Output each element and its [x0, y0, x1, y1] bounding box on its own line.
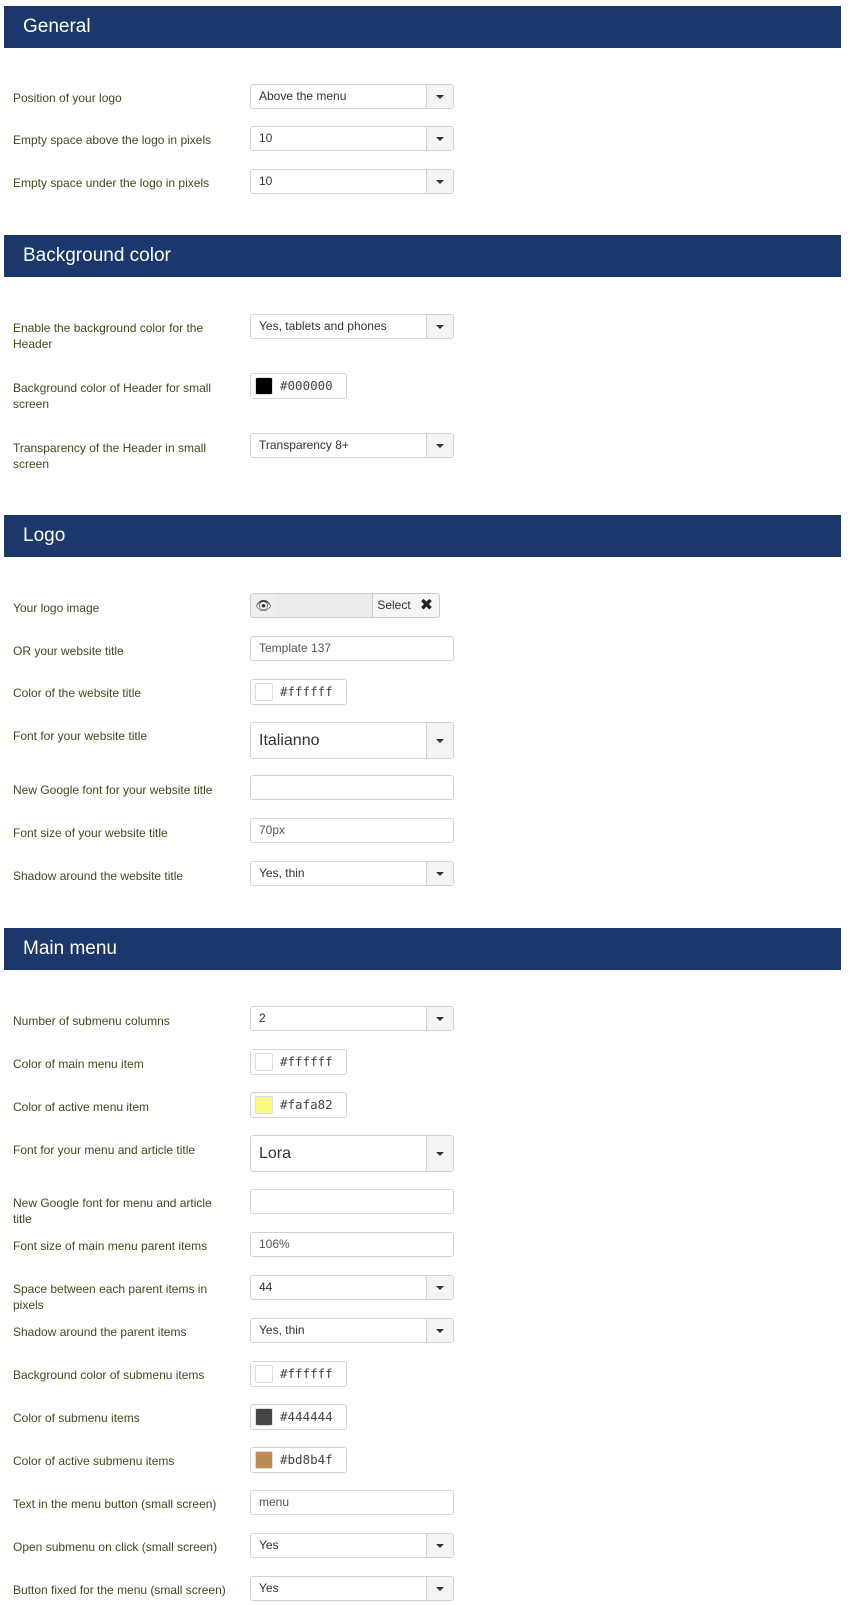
space-above-label: Empty space above the logo in pixels [13, 133, 212, 147]
enable-bg-label-line2: Header [13, 337, 53, 351]
chevron-down-icon[interactable] [426, 1276, 453, 1299]
chevron-down-icon[interactable] [426, 434, 453, 457]
open-on-click-value: Yes [259, 1538, 279, 1552]
menu-google-font-input[interactable] [250, 1189, 454, 1214]
transparency-label [13, 440, 228, 472]
parent-size-label: Font size of main menu parent items [13, 1239, 208, 1253]
submenu-color-hex: #444444 [280, 1409, 333, 1424]
chevron-down-icon[interactable] [426, 315, 453, 338]
website-title-input[interactable]: Template 137 [250, 636, 454, 661]
color-swatch[interactable] [255, 1408, 273, 1426]
logo-image-media-field [250, 593, 440, 618]
space-under-label: Empty space under the logo in pixels [13, 176, 210, 190]
enable-bg-select[interactable] [250, 314, 454, 339]
chevron-down-icon[interactable] [426, 723, 453, 758]
button-fixed-value: Yes [259, 1581, 279, 1595]
transparency-select[interactable] [250, 433, 454, 458]
enable-bg-label [13, 320, 228, 352]
button-text-label: Text in the menu button (small screen) [13, 1497, 217, 1511]
button-fixed-label: Button fixed for the menu (small screen) [13, 1583, 226, 1597]
title-size-label: Font size of your website title [13, 826, 168, 840]
title-color-label: Color of the website title [13, 686, 142, 700]
section-header-logo: Logo [4, 515, 841, 557]
menu-google-font-label: New Google font for menu and article title [13, 1196, 212, 1226]
select-button[interactable]: Select [372, 594, 416, 617]
title-font-value: Italianno [259, 732, 320, 749]
parent-shadow-label: Shadow around the parent items [13, 1325, 187, 1339]
parent-size-input[interactable]: 106% [250, 1232, 454, 1257]
active-menu-color-picker[interactable] [250, 1092, 347, 1118]
submenu-color-label: Color of submenu items [13, 1411, 140, 1425]
space-above-value: 10 [259, 131, 273, 145]
menu-font-value: Lora [259, 1145, 292, 1162]
color-swatch[interactable] [255, 1365, 273, 1383]
bg-color-label-line1: Background color of Header for small [13, 381, 212, 395]
active-menu-color-hex: #fafa82 [280, 1097, 333, 1112]
button-text-input[interactable]: menu [250, 1490, 454, 1515]
submenu-columns-value: 2 [259, 1011, 266, 1025]
transparency-label-line2: screen [13, 457, 50, 471]
menu-item-color-picker[interactable] [250, 1049, 347, 1075]
logo-position-select[interactable] [250, 84, 454, 109]
color-swatch[interactable] [255, 1053, 273, 1071]
chevron-down-icon[interactable] [426, 1319, 453, 1342]
menu-item-color-label: Color of main menu item [13, 1057, 144, 1071]
section-header-general: General [4, 6, 841, 48]
open-on-click-label: Open submenu on click (small screen) [13, 1540, 218, 1554]
submenu-active-picker[interactable] [250, 1447, 347, 1473]
section-header-background: Background color [4, 235, 841, 277]
title-google-font-label: New Google font for your website title [13, 783, 213, 797]
logo-position-value: Above the menu [259, 89, 347, 103]
menu-item-color-hex: #ffffff [280, 1054, 333, 1069]
title-size-input[interactable]: 70px [250, 818, 454, 843]
color-swatch[interactable] [255, 1451, 273, 1469]
color-swatch[interactable] [255, 1096, 273, 1114]
parent-shadow-value: Yes, thin [259, 1323, 305, 1337]
logo-position-label: Position of your logo [13, 91, 122, 105]
enable-bg-value: Yes, tablets and phones [259, 319, 387, 333]
title-google-font-input[interactable] [250, 775, 454, 800]
chevron-down-icon[interactable] [426, 1577, 453, 1600]
chevron-down-icon[interactable] [426, 1007, 453, 1030]
title-color-picker[interactable] [250, 679, 347, 705]
submenu-color-picker[interactable] [250, 1404, 347, 1430]
chevron-down-icon[interactable] [426, 1136, 453, 1171]
menu-font-select[interactable] [250, 1135, 454, 1172]
open-on-click-select[interactable] [250, 1533, 454, 1558]
color-swatch[interactable] [255, 683, 273, 701]
submenu-bg-picker[interactable] [250, 1361, 347, 1387]
title-shadow-label: Shadow around the website title [13, 869, 184, 883]
enable-bg-label-line1: Enable the background color for the [13, 321, 204, 335]
bg-color-picker[interactable] [250, 373, 347, 399]
submenu-columns-select[interactable] [250, 1006, 454, 1031]
submenu-columns-label: Number of submenu columns [13, 1014, 170, 1028]
title-font-select[interactable] [250, 722, 454, 759]
color-swatch[interactable] [255, 377, 273, 395]
parent-space-select[interactable] [250, 1275, 454, 1300]
title-shadow-value: Yes, thin [259, 866, 305, 880]
chevron-down-icon[interactable] [426, 862, 453, 885]
section-header-main-menu: Main menu [4, 928, 841, 970]
title-color-hex: #ffffff [280, 684, 333, 699]
title-shadow-select[interactable] [250, 861, 454, 886]
website-title-label: OR your website title [13, 644, 124, 658]
space-under-select[interactable] [250, 169, 454, 194]
bg-color-label [13, 380, 228, 412]
logo-image-label: Your logo image [13, 601, 100, 615]
eye-icon[interactable]: 👁 [251, 594, 277, 617]
parent-space-label: Space between each parent items in pixels [13, 1282, 208, 1312]
chevron-down-icon[interactable] [426, 127, 453, 150]
chevron-down-icon[interactable] [426, 170, 453, 193]
transparency-value: Transparency 8+ [259, 438, 349, 452]
transparency-label-line1: Transparency of the Header in small [13, 441, 206, 455]
submenu-active-label: Color of active submenu items [13, 1454, 175, 1468]
chevron-down-icon[interactable] [426, 1534, 453, 1557]
submenu-active-hex: #bd8b4f [280, 1452, 333, 1467]
parent-shadow-select[interactable] [250, 1318, 454, 1343]
title-font-label: Font for your website title [13, 729, 148, 743]
active-menu-color-label: Color of active menu item [13, 1100, 150, 1114]
logo-image-path [276, 594, 372, 617]
bg-color-hex: #000000 [280, 378, 333, 393]
bg-color-label-line2: screen [13, 397, 50, 411]
button-fixed-select[interactable] [250, 1576, 454, 1601]
parent-space-value: 44 [259, 1280, 273, 1294]
menu-font-label: Font for your menu and article title [13, 1143, 196, 1157]
space-under-value: 10 [259, 174, 273, 188]
close-icon[interactable]: ✖ [414, 594, 439, 617]
submenu-bg-hex: #ffffff [280, 1366, 333, 1381]
submenu-bg-label: Background color of submenu items [13, 1368, 205, 1382]
chevron-down-icon[interactable] [426, 85, 453, 108]
space-above-select[interactable] [250, 126, 454, 151]
